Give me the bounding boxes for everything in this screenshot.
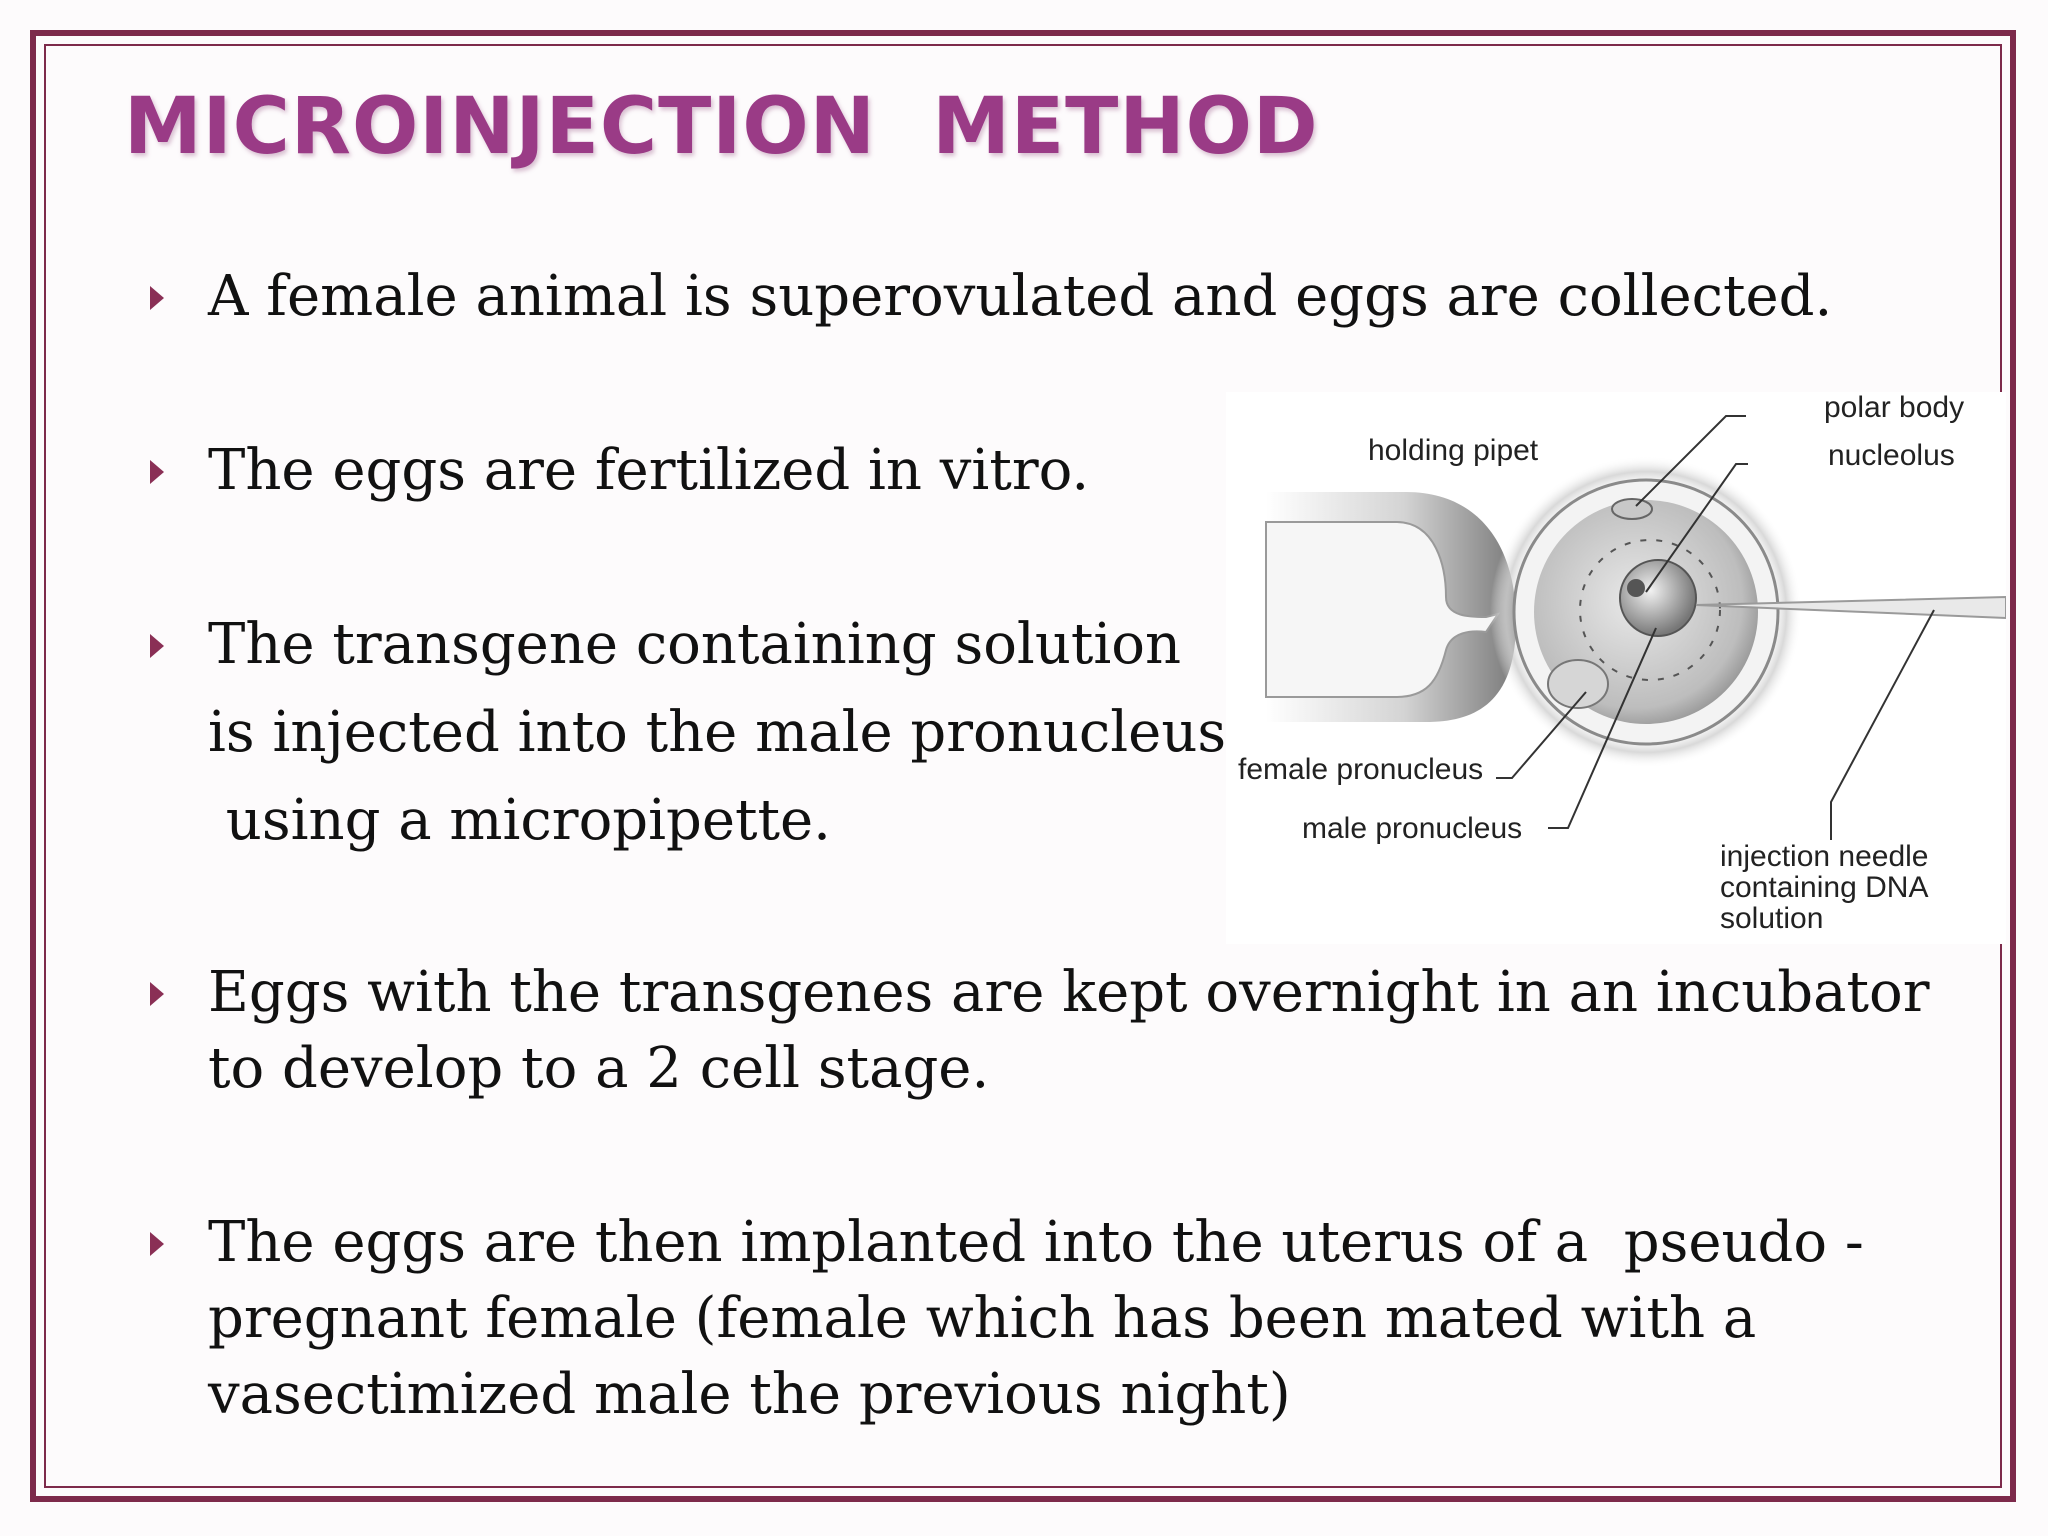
injection-needle-label-line2: containing DNA [1720, 871, 1929, 904]
microinjection-illustration [1226, 392, 2006, 944]
polar-body-label: polar body [1824, 392, 1965, 424]
bullet-line: The eggs are then implanted into the uterus of a pseudo - [208, 1210, 1864, 1275]
bullet-arrow-icon [150, 286, 164, 310]
microinjection-diagram [1226, 392, 2006, 944]
injection-needle-label-line1: injection needle [1720, 840, 1929, 873]
slide-title: MICROINJECTION METHOD [124, 82, 1319, 172]
egg-cell [1490, 456, 1802, 768]
bullet-line: to develop to a 2 cell stage. [208, 1036, 990, 1101]
bullet-line: A female animal is superovulated and eggs are collected. [208, 264, 1833, 329]
bullet-arrow-icon [150, 982, 164, 1006]
bullet-line: The transgene containing solution [208, 612, 1182, 677]
injection-needle-label-line3: solution [1720, 902, 1824, 935]
holding-pipet [1266, 492, 1516, 722]
bullet-line: is injected into the male pronucleus [208, 700, 1227, 765]
female-pronucleus-label: female pronucleus [1238, 753, 1484, 786]
nucleolus-label: nucleolus [1828, 439, 1955, 472]
male-pronucleus-label: male pronucleus [1302, 812, 1523, 845]
bullet-arrow-icon [150, 1232, 164, 1256]
bullet-arrow-icon [150, 460, 164, 484]
bullet-line: using a micropipette. [208, 788, 831, 853]
bullet-line: The eggs are fertilized in vitro. [208, 438, 1090, 503]
bullet-line: pregnant female (female which has been mated with a [208, 1286, 1757, 1351]
bullet-line: vasectimized male the previous night) [208, 1362, 1291, 1427]
holding-pipet-label: holding pipet [1368, 434, 1539, 467]
bullet-arrow-icon [150, 634, 164, 658]
bullet-line: Eggs with the transgenes are kept overnight in an incubator [208, 960, 1930, 1025]
